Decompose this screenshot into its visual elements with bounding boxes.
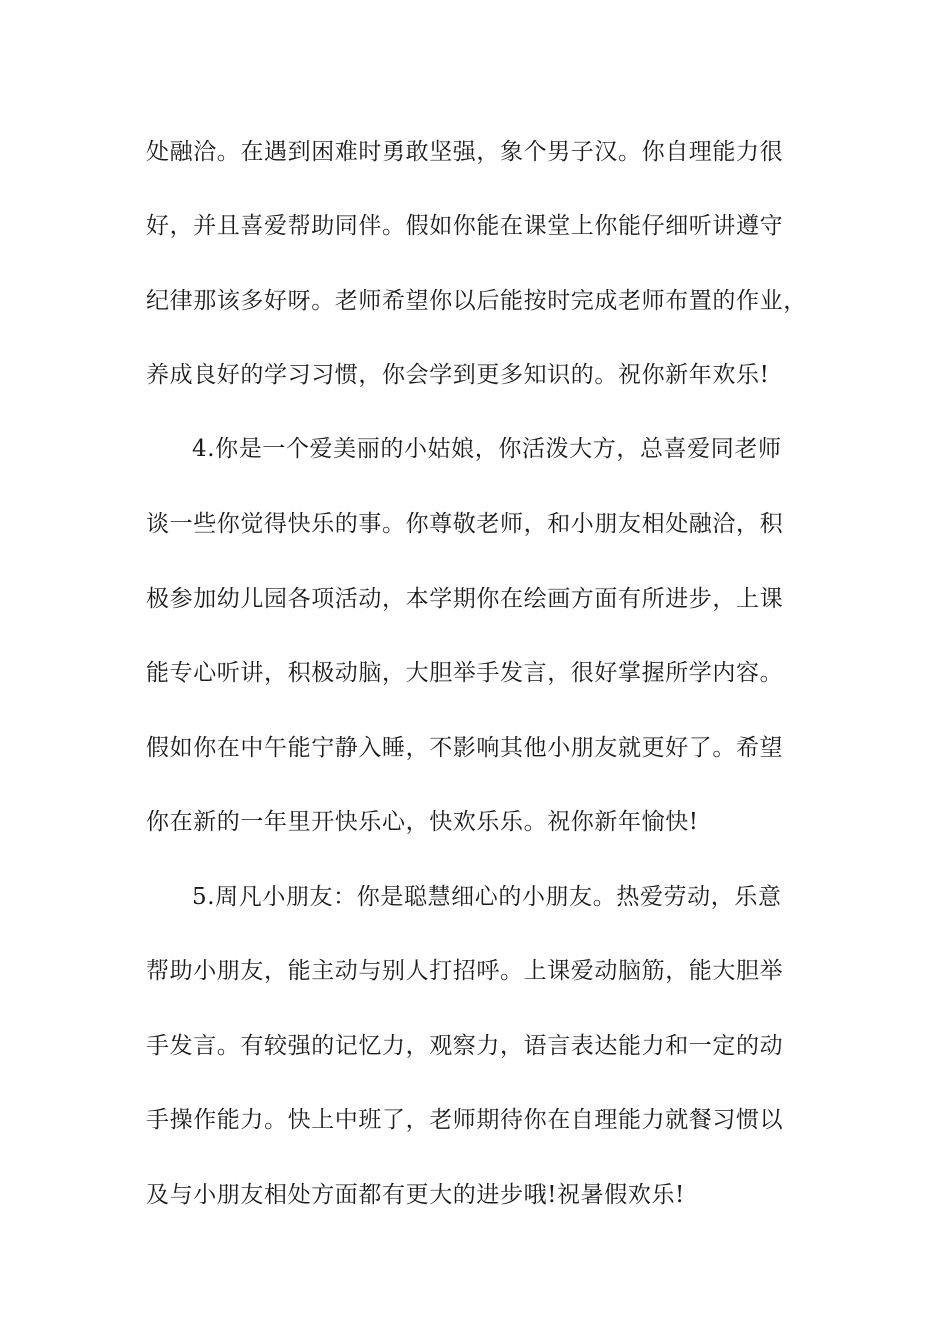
text-line: 手操作能力。快上中班了，老师期待你在自理能力就餐习惯以 xyxy=(146,1107,784,1133)
text-line: 手发言。有较强的记忆力，观察力，语言表达能力和一定的动 xyxy=(146,1033,784,1059)
text-line: 谈一些你觉得快乐的事。你尊敬老师，和小朋友相处融洽，积 xyxy=(146,511,784,537)
text-line: 极参加幼儿园各项活动，本学期你在绘画方面有所进步，上课 xyxy=(146,586,784,612)
text-line: 纪律那该多好呀。老师希望你以后能按时完成老师布置的作业， xyxy=(146,288,807,314)
paragraph-start-line: 4.你是一个爱美丽的小姑娘，你活泼大方，总喜爱同老师 xyxy=(192,436,782,462)
text-line: 处融洽。在遇到困难时勇敢坚强，象个男子汉。你自理能力很 xyxy=(146,139,784,165)
text-line: 假如你在中午能宁静入睡，不影响其他小朋友就更好了。希望 xyxy=(146,735,784,761)
text-line: 及与小朋友相处方面都有更大的进步哦!祝暑假欢乐! xyxy=(146,1182,685,1208)
text-line: 养成良好的学习习惯，你会学到更多知识的。祝你新年欢乐! xyxy=(146,362,770,388)
paragraph-start-line: 5.周凡小朋友：你是聪慧细心的小朋友。热爱劳动，乐意 xyxy=(192,884,782,910)
text-line: 你在新的一年里开快乐心，快欢乐乐。祝你新年愉快! xyxy=(146,809,699,835)
text-line: 能专心听讲，积极动脑，大胆举手发言，很好掌握所学内容。 xyxy=(146,660,784,686)
text-line: 帮助小朋友，能主动与别人打招呼。上课爱动脑筋，能大胆举 xyxy=(146,958,784,984)
text-line: 好，并且喜爱帮助同伴。假如你能在课堂上你能仔细听讲遵守 xyxy=(146,213,784,239)
